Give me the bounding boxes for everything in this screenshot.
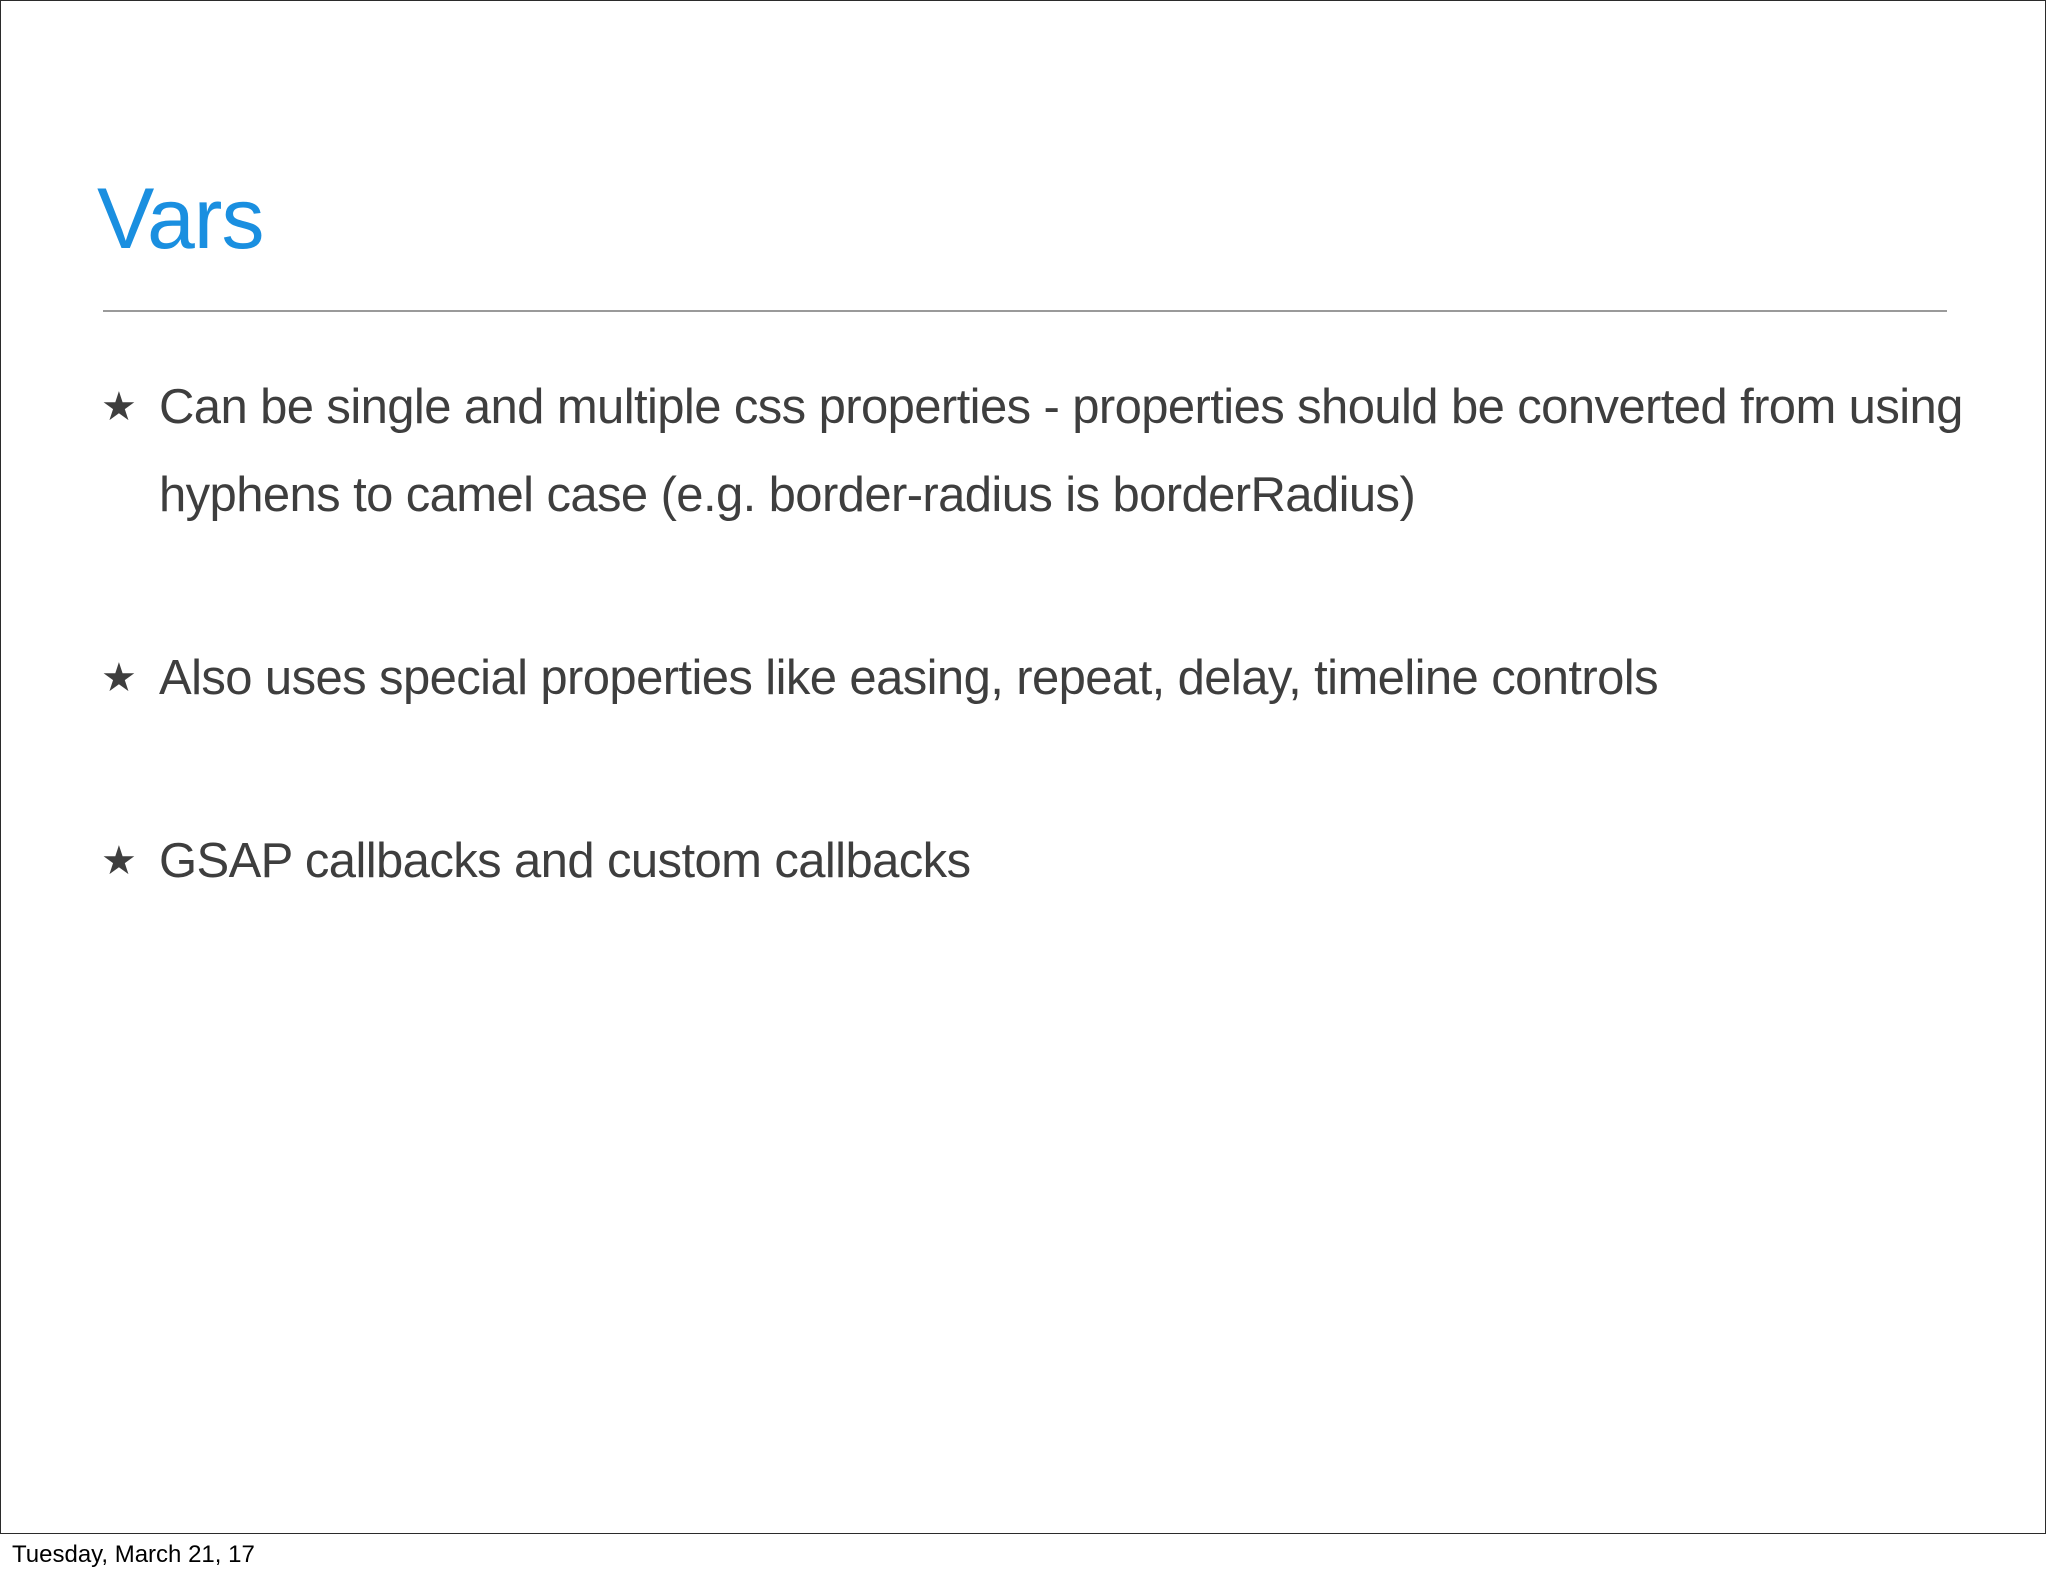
footer-date: Tuesday, March 21, 17: [12, 1541, 255, 1568]
star-icon: ★: [101, 838, 137, 884]
star-icon: ★: [101, 384, 137, 430]
bullet-item: [101, 363, 1981, 539]
star-icon: ★: [101, 655, 137, 701]
bullet-text: GSAP callbacks and custom callbacks: [159, 834, 971, 888]
bullet-text: Can be single and multiple css properties - properties should be converted from using hyphens to camel case (e.g. border-radius is borderRadius): [159, 380, 1963, 522]
bullet-item: [101, 634, 1981, 722]
bullet-text: Also uses special properties like easing, repeat, delay, timeline controls: [159, 651, 1658, 705]
slide-title: Vars: [97, 171, 264, 267]
bullet-list: [101, 363, 1981, 905]
title-divider: [103, 310, 1947, 312]
bullet-item: [101, 817, 1981, 905]
